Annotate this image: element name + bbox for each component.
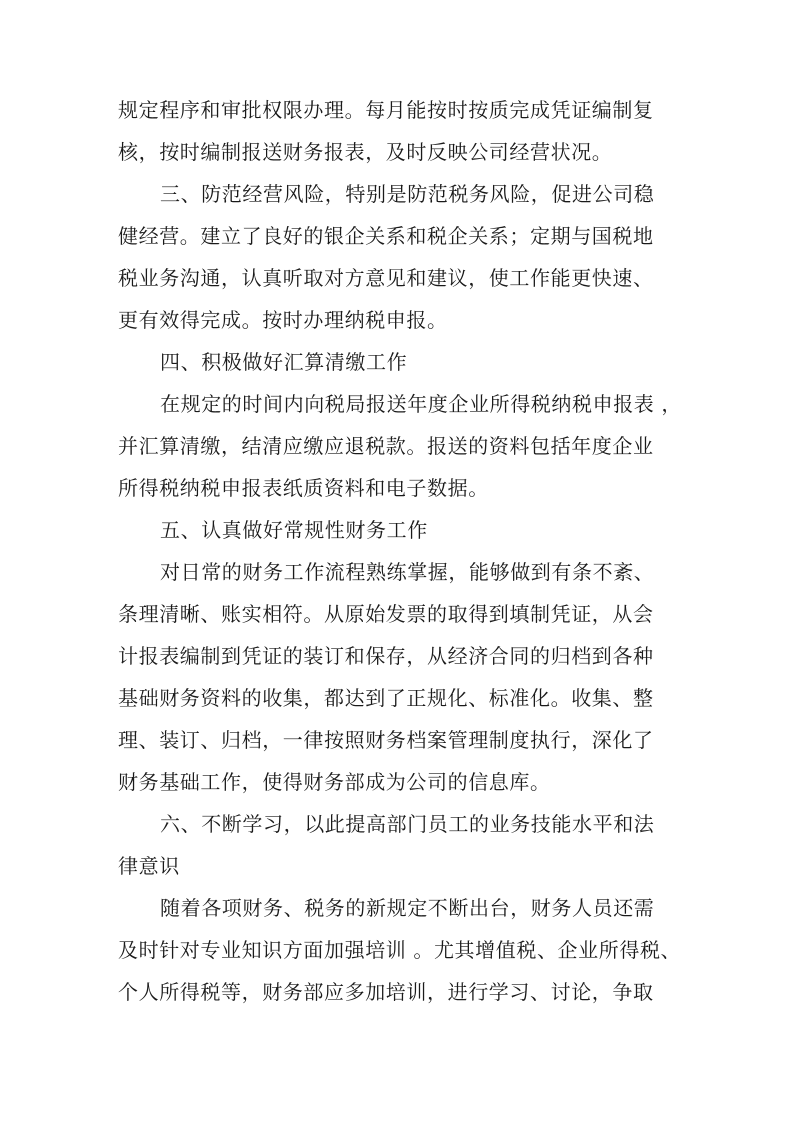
text-line: 更有效得完成。按时办理纳税申报。 [118, 308, 448, 332]
paragraph-start: 在规定的时间内向税局报送年度企业所得税纳税申报表 ， [160, 392, 682, 416]
text-line: 理、装订、归档，一律按照财务档案管理制度执行，深化了 [118, 728, 654, 752]
text-line: 基础财务资料的收集，都达到了正规化、标准化。收集、整 [118, 686, 654, 710]
paragraph-start: 随着各项财务、税务的新规定不断出台，财务人员还需 [160, 896, 655, 920]
text-line: 条理清晰、账实相符。从原始发票的取得到填制凭证，从会 [118, 602, 654, 626]
text-line: 税业务沟通，认真听取对方意见和建议，使工作能更快速、 [118, 266, 654, 290]
text-line: 财务基础工作，使得财务部成为公司的信息库。 [118, 770, 551, 794]
section-heading-6-continued: 律意识 [118, 854, 180, 878]
paragraph-start: 对日常的财务工作流程熟练掌握，能够做到有条不紊、 [160, 560, 655, 584]
text-line: 规定程序和审批权限办理。每月能按时按质完成凭证编制复 [118, 98, 654, 122]
text-line: 所得税纳税申报表纸质资料和电子数据。 [118, 476, 489, 500]
text-line: 个人所得税等，财务部应多加培训，进行学习、讨论，争取 [118, 980, 654, 1004]
section-heading-3: 三、防范经营风险，特别是防范税务风险，促进公司稳 [160, 182, 655, 206]
section-heading-6: 六、不断学习，以此提高部门员工的业务技能水平和法 [160, 812, 655, 836]
text-line: 计报表编制到凭证的装订和保存，从经济合同的归档到各种 [118, 644, 654, 668]
section-heading-5: 五、认真做好常规性财务工作 [160, 518, 428, 542]
text-line: 健经营。建立了良好的银企关系和税企关系；定期与国税地 [118, 224, 654, 248]
section-heading-4: 四、积极做好汇算清缴工作 [160, 350, 408, 374]
text-line: 核，按时编制报送财务报表，及时反映公司经营状况。 [118, 140, 613, 164]
text-line: 并汇算清缴，结清应缴应退税款。报送的资料包括年度企业 [118, 434, 654, 458]
text-line: 及时针对专业知识方面加强培训 。尤其增值税、企业所得税、 [118, 938, 682, 962]
